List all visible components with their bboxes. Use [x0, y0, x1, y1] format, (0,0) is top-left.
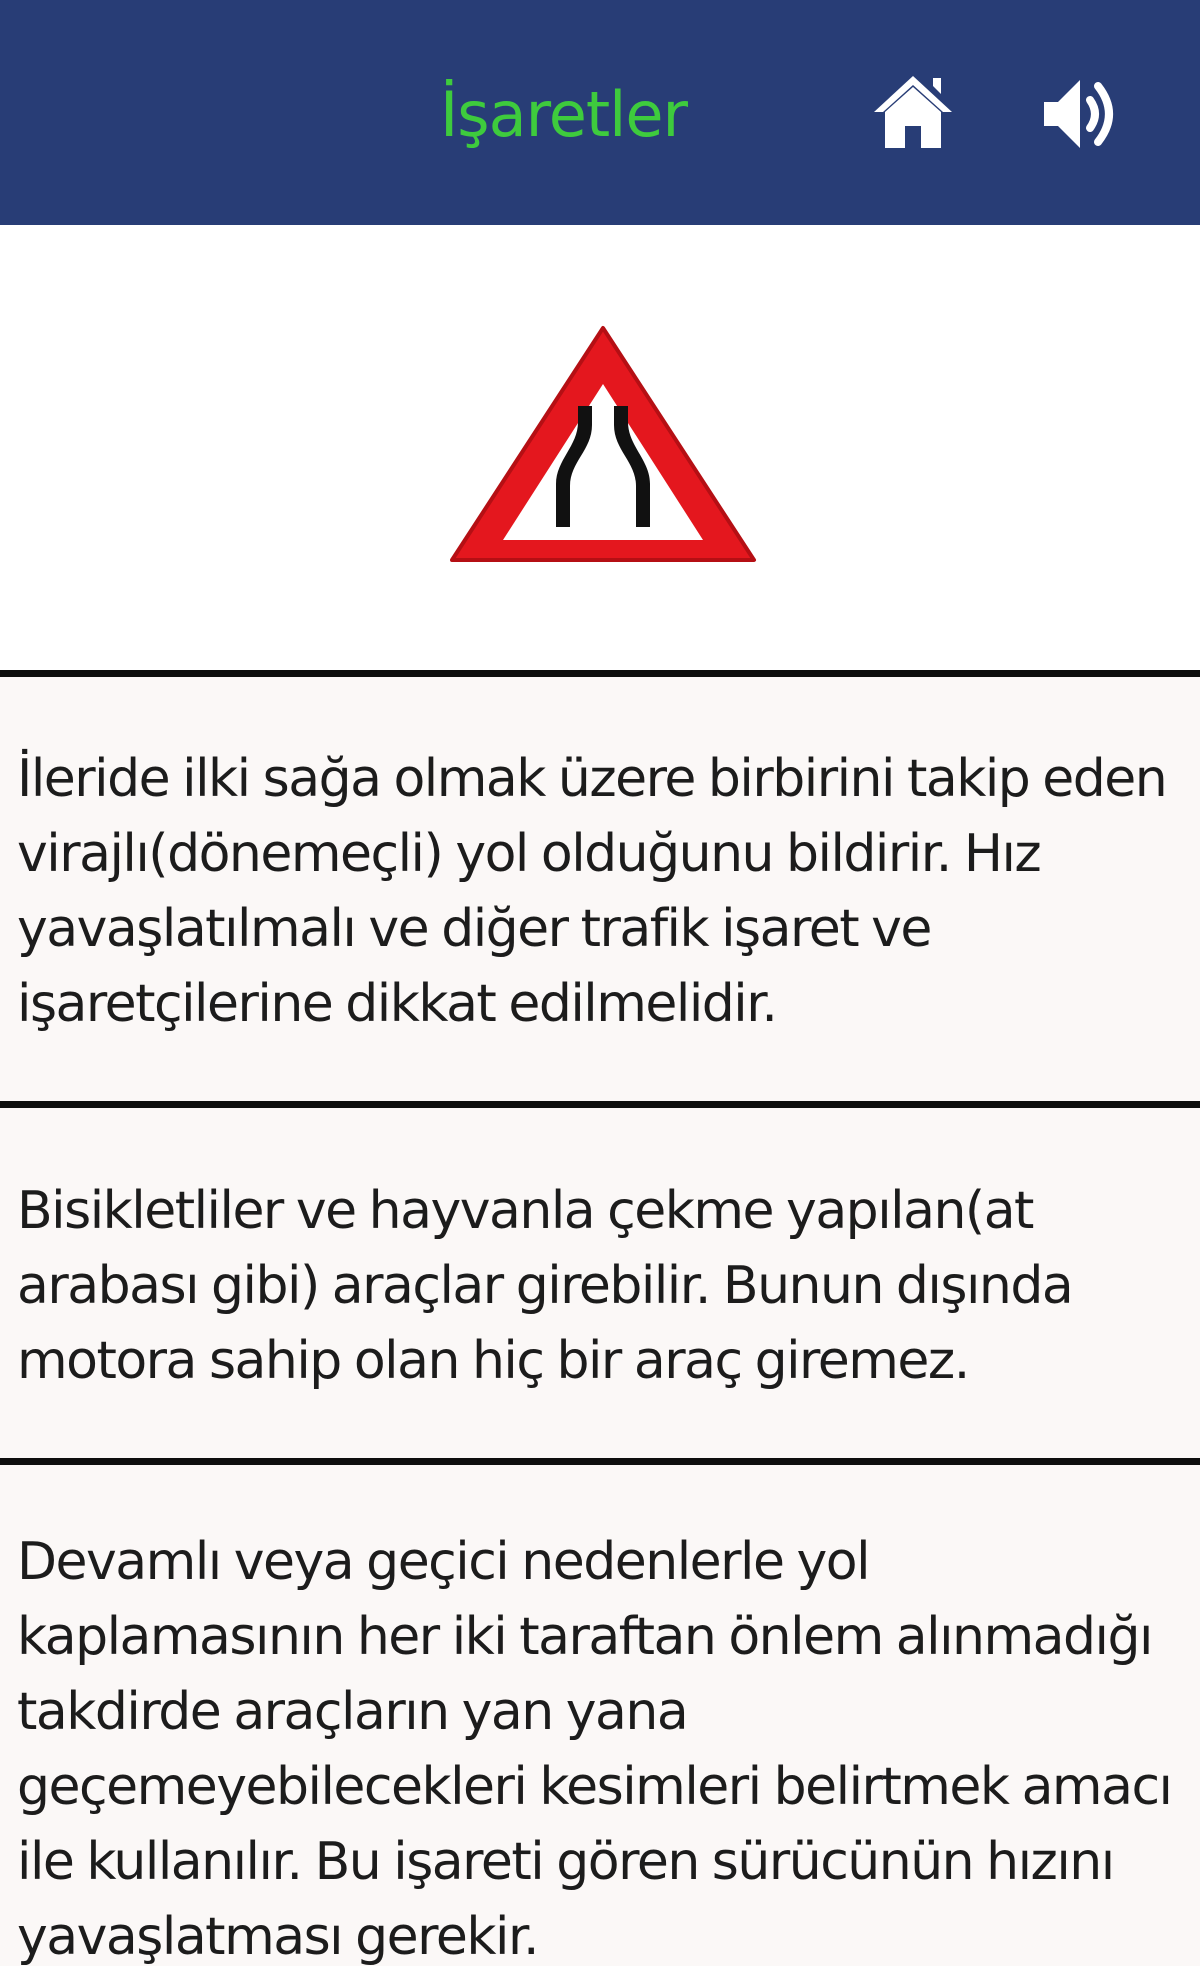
page-title: İşaretler [440, 78, 688, 151]
home-button[interactable] [870, 72, 956, 152]
info-card-text: Bisikletliler ve hayvanla çekme yapılan(at arabası gibi) araçlar girebilir. Bunun dışında motora sahip olan hiç bir araç giremez. [17, 1181, 1073, 1391]
speaker-icon [1040, 74, 1120, 154]
road-narrows-warning-sign [448, 322, 758, 569]
divider [0, 670, 1200, 677]
info-card [0, 1108, 1200, 1458]
sign-image-area [0, 225, 1200, 670]
app-header [0, 0, 1200, 225]
divider [0, 1101, 1200, 1108]
info-card-text: İleride ilki sağa olmak üzere birbirini takip eden virajlı(dönemeçli) yol olduğunu bildirir. Hız yavaşlatılmalı ve diğer trafik işaret ve işaretçilerine dikkat edilmelidir. [17, 749, 1167, 1034]
info-card [0, 1465, 1200, 1966]
info-card [0, 677, 1200, 1101]
home-icon [870, 72, 956, 152]
sound-button[interactable] [1040, 74, 1120, 154]
divider [0, 1458, 1200, 1465]
info-card-text: Devamlı veya geçici nedenlerle yol kaplamasının her iki taraftan önlem alınmadığı takdirde araçların yan yana geçemeyebilecekleri kesimleri belirtmek amacı ile kullanılır. Bu işareti gören sürücünün hızını yavaşlatması gerekir. [17, 1532, 1172, 1966]
